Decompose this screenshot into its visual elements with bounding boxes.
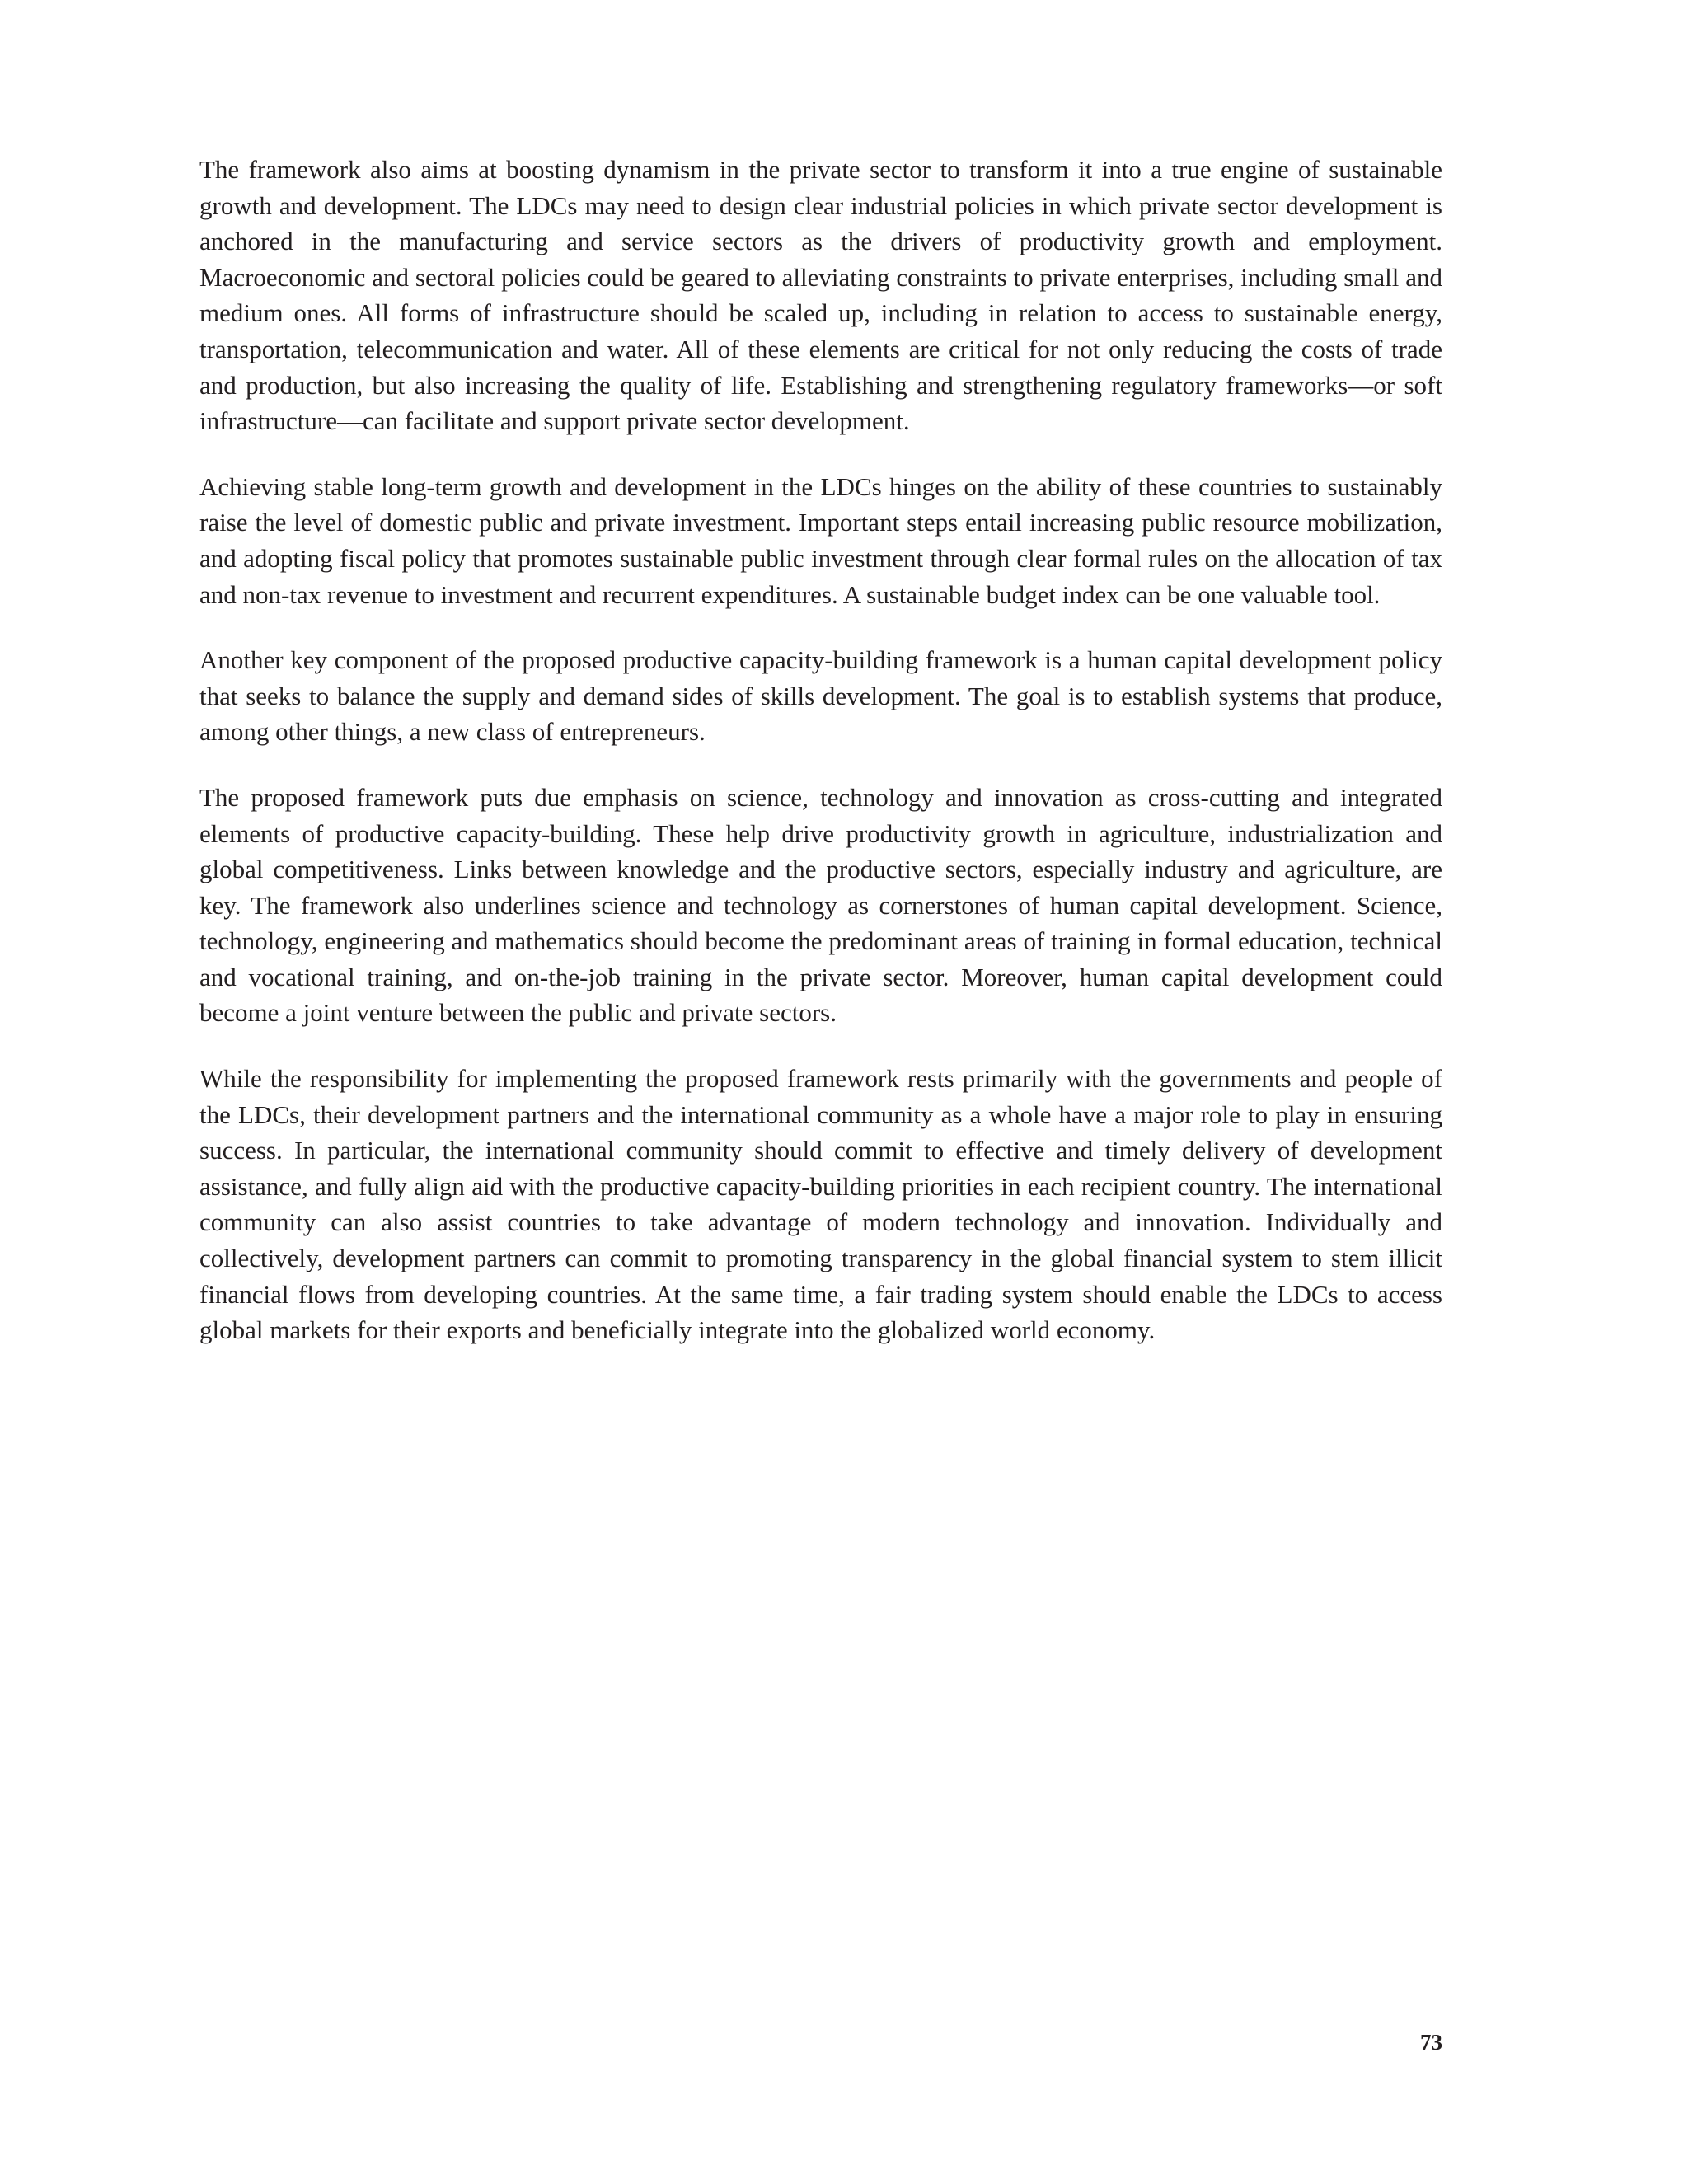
- page-number: 73: [1420, 2030, 1442, 2055]
- paragraph-international-community: While the responsibility for implementing the proposed framework rests primarily with the governments and people of the LDCs, their development partners and the international community as a whole have a major role to play in ensuring success. In particular, the international community should commit to effective and timely delivery of development assistance, and fully align aid with the productive capacity-building priorities in each recipient country. The international community can also assist countries to take advantage of modern technology and innovation. Individually and collectively, development partners can commit to promoting transparency in the global financial system to stem illicit financial flows from developing countries. At the same time, a fair trading system should enable the LDCs to access global markets for their exports and beneficially integrate into the globalized world economy.: [199, 1064, 1442, 1345]
- paragraph-human-capital: Another key component of the proposed productive capacity-building framework is a human capital development policy that seeks to balance the supply and demand sides of skills development. The goal is to establish systems that produce, among other things, a new class of entrepreneurs.: [199, 645, 1442, 747]
- paragraph-investment: Achieving stable long-term growth and development in the LDCs hinges on the ability of these countries to sustainably raise the level of domestic public and private investment. Important steps entail increasing public resource mobilization, and adopting fiscal policy that promotes sustainable public investment through clear formal rules on the allocation of tax and non-tax revenue to investment and recurrent expenditures. A sustainable budget index can be one valuable tool.: [199, 471, 1442, 609]
- body-text: [199, 152, 1442, 1378]
- paragraph-private-sector: The framework also aims at boosting dynamism in the private sector to transform it into a true engine of sustainable growth and development. The LDCs may need to design clear industrial policies in which private sector development is anchored in the manufacturing and service sectors as the drivers of productivity growth and employment. Macroeconomic and sectoral policies could be geared to alleviating constraints to private enterprises, including small and medium ones. All forms of infrastructure should be scaled up, including in relation to access to sustainable energy, transportation, telecommunication and water. All of these elements are critical for not only reducing the costs of trade and production, but also increasing the quality of life. Establishing and strengthening regulatory frameworks—or soft infrastructure—can facilitate and support private sector development.: [199, 155, 1442, 436]
- paragraph-science-technology: The proposed framework puts due emphasis on science, technology and innovation as cross-cutting and integrated elements of productive capacity-building. These help drive productivity growth in agriculture, industrialization and global competitiveness. Links between knowledge and the productive sectors, especially industry and agriculture, are key. The framework also underlines science and technology as cornerstones of human capital development. Science, technology, engineering and mathematics should become the predominant areas of training in formal education, technical and vocational training, and on-the-job training in the private sector. Moreover, human capital development could become a joint venture between the public and private sectors.: [199, 782, 1442, 1028]
